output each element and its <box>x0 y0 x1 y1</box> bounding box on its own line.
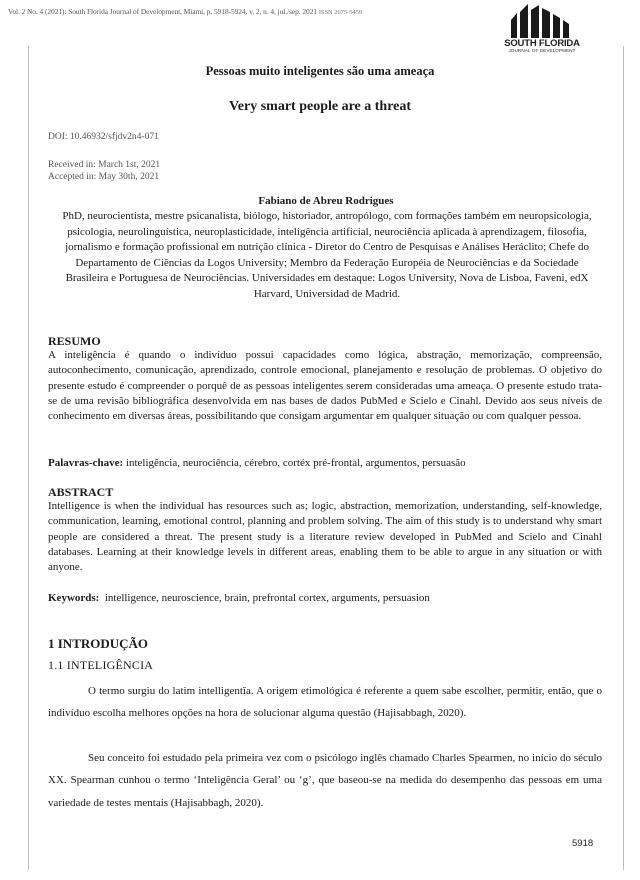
running-header <box>8 7 498 16</box>
journal-logo <box>497 2 587 58</box>
title-portuguese: Pessoas muito inteligentes são uma ameaça <box>205 64 435 78</box>
abstract-heading: ABSTRACT <box>48 485 114 499</box>
page-number: 5918 <box>572 838 594 849</box>
doi: DOI: 10.46932/sfjdv2n4-071 <box>48 132 159 142</box>
resumo-keywords <box>48 457 602 469</box>
intro-heading: 1 INTRODUÇÃO <box>48 636 149 651</box>
abstract-text: Intelligence is when the individual has resources such as; logic, abstraction, memorization, understanding, self-knowledge, communication, learning, emotional control, planning and problem solving. The aim of this study is to understand why smart people are considered a threat. The present study is a literature review developed in PubMed and Scielo and Cinahl databases. Learning at their knowledge levels in different areas, enabling them to be able to argue in any situation or with anyone. <box>48 500 602 574</box>
logo-name: SOUTH FLORIDA <box>504 38 580 49</box>
title-english: Very smart people are a threat <box>228 99 412 114</box>
resumo-text: A inteligência é quando o indivíduo possui capacidades como lógica, abstração, memorização, compreensão, autoconhecimento, comunicação, aprendizado, controle emocional, planejamento e resolução de problemas. O objetivo do presente estudo é compreender o porquê de as pessoas inteligentes serem consideradas uma ameaça. O presente estudo trata-se de uma revisão bibliográfica desenvolvida em nas bases de dados PubMed e Scielo e Cinahl. Devido aos seus níveis de conhecimento em diversas áreas, possibilitando que consigam argumentar em qualquer situação ou com qualquer pessoa. <box>48 349 602 423</box>
logo-subtitle: JOURNAL OF DEVELOPMENT <box>508 48 576 53</box>
abstract-keywords <box>48 592 602 604</box>
received-date: Received in: March 1st, 2021 <box>48 160 161 170</box>
resumo-keywords-label: Palavras-chave: <box>48 457 124 469</box>
abstract-keywords-list: intelligence, neuroscience, brain, prefrontal cortex, arguments, persuasion <box>104 592 430 604</box>
intro-paragraph-1: O termo surgiu do latim intelligentĭa. A origem etimológica é referente a quem sabe escolher, permitir, então, que o indivíduo escolha melhores opções na hora de solucionar alguma questão (Hajisabbagh, 2020). <box>48 685 602 720</box>
logo-bars-icon <box>497 2 587 38</box>
resumo-heading: RESUMO <box>48 334 101 348</box>
author-affiliation: PhD, neurocientista, mestre psicanalista, biólogo, historiador, antropólogo, com formações também em neuropsicologia, psicologia, neurolinguística, neuroplasticidade, inteligência artificial, neurociência aplicada à aprendizagem, filosofia, jornalismo e formação profissional em nutrição clínica - Diretor do Centro de Pesquisas e Análises Heráclito; Chefe do Departamento de Ciências da Logos University; Membro da Federação Européia de Neurociências e da Sociedade Brasileira e Portuguesa de Neurociências. Universidades em destaque: Logos University, Nova de Lisboa, Faveni, edX Harvard, Universidad de Madrid. <box>62 210 592 300</box>
issn: ISSN 2675-5459 <box>318 9 362 16</box>
abstract-keywords-label: Keywords: <box>48 592 100 604</box>
running-header-text: Vol. 2 No. 4 (2021): South Florida Journal of Development, Miami, p. 5918-5924, v. 2, n. 4, jul./sep. 2021 <box>8 7 317 16</box>
resumo-keywords-list: inteligência, neurociência, cérebro, cortéx pré-frontal, argumentos, persuasão <box>125 457 466 469</box>
author-name: Fabiano de Abreu Rodrigues <box>258 195 394 207</box>
intro-paragraph-2: Seu conceito foi estudado pela primeira vez com o psicólogo inglês chamado Charles Spearmen, no início do século XX. Spearman cunhou o termo ‘Inteligência Geral’ ou ‘g’, que baseou-se na medida do desempenho das pessoas em uma variedade de testes mentais (Hajisabbagh, 2020). <box>48 752 602 809</box>
intro-subheading: 1.1 INTELIGÊNCIA <box>48 658 154 672</box>
accepted-date: Accepted in: May 30th, 2021 <box>48 172 160 182</box>
